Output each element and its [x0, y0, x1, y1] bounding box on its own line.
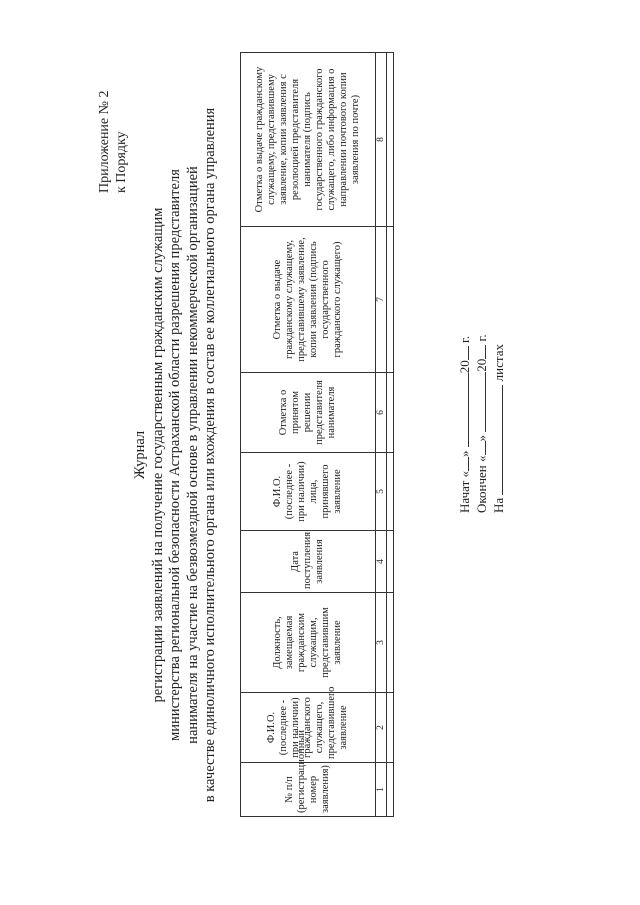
started-line: Начат «» 20 г.: [457, 335, 472, 513]
empty-cell: [387, 53, 394, 227]
title-line-4: в качестве единоличного исполнительного органа или вхождения в состав ее коллегиального органа управления: [202, 107, 218, 803]
sheets-line: На листах: [491, 344, 506, 513]
year-blank: [456, 346, 469, 360]
appendix-reference: к Порядку: [114, 131, 129, 193]
header-cell: Дата поступления заявления: [241, 531, 376, 593]
title-line-1: регистрации заявлений на получение государственным гражданским служащим: [149, 207, 166, 703]
header-cell: Отметка о принятом решении представителя нанимателя: [241, 373, 376, 453]
column-number: 5: [376, 453, 387, 531]
month-blank: [473, 372, 486, 432]
journal-period: [456, 334, 507, 513]
column-number: 7: [376, 227, 387, 373]
registration-table: [240, 52, 394, 817]
journal-title: [132, 25, 220, 885]
day-blank: [456, 457, 469, 471]
sheets-blank: [490, 385, 503, 495]
title-line-3: нанимателя на участие на безвозмездной основе в управлении некоммерческой организацией: [184, 166, 201, 744]
empty-cell: [387, 227, 394, 373]
column-number: 6: [376, 373, 387, 453]
header-cell: Отметка о выдаче гражданскому служащему, представившему заявление, копии заявления (подпись государственного гражданского служащего): [241, 227, 376, 373]
column-number-row: [376, 53, 387, 817]
table-row: [387, 53, 394, 817]
journal-heading: Журнал: [132, 430, 148, 480]
header-cell: Отметка о выдаче гражданскому служащему, представившему заявление, копии заявления с резолюцией представителя нанимателя (подпись государственного гражданского служащего, либо информация о направлении почтового копии заявления по почте): [241, 53, 376, 227]
header-cell: Ф.И.О. (последнее - при наличии) гражданского служащего, представившего заявление: [241, 693, 376, 763]
appendix-number: Приложение № 2: [97, 90, 112, 193]
empty-cell: [387, 373, 394, 453]
month-blank: [456, 373, 469, 447]
column-number: 8: [376, 53, 387, 227]
empty-cell: [387, 531, 394, 593]
year-blank: [473, 345, 486, 359]
column-number: 2: [376, 693, 387, 763]
column-number: 1: [376, 763, 387, 817]
column-number: 3: [376, 593, 387, 693]
header-cell: № п/п (регистрационный номер заявления): [241, 763, 376, 817]
table-header-row: [241, 53, 376, 817]
empty-cell: [387, 693, 394, 763]
header-cell: Ф.И.О. (последнее - при наличии) лица, принявшего заявление: [241, 453, 376, 531]
appendix-note: [96, 43, 130, 193]
column-number: 4: [376, 531, 387, 593]
empty-cell: [387, 763, 394, 817]
title-line-2: министерства региональной безопасности Астраханской области разрешения представителя: [167, 169, 183, 741]
ended-line: Окончен «» 20 г.: [474, 334, 489, 513]
day-blank: [473, 441, 486, 455]
empty-cell: [387, 453, 394, 531]
empty-cell: [387, 593, 394, 693]
header-cell: Должность, замещаемая гражданским служащим, представившим заявление: [241, 593, 376, 693]
